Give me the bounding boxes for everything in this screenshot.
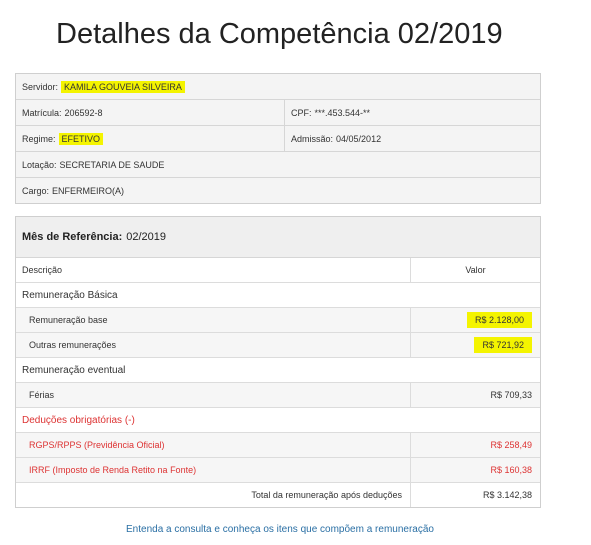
- table-row: [16, 458, 540, 483]
- section-row-eventual: [16, 358, 540, 383]
- matricula-value: 206592-8: [64, 107, 103, 118]
- irrf-label: IRRF (Imposto de Renda Retito na Fonte): [16, 458, 411, 482]
- cargo-label: Cargo:: [22, 185, 50, 196]
- table-row: [16, 383, 540, 408]
- section-row-basica: [16, 283, 540, 308]
- ferias-label: Férias: [16, 383, 411, 407]
- section-remuneracao-basica: Remuneração Básica: [22, 289, 118, 301]
- lotacao-value: SECRETARIA DE SAUDE: [59, 159, 165, 170]
- section-remuneracao-eventual: Remuneração eventual: [22, 364, 126, 376]
- regime-value: EFETIVO: [59, 133, 104, 145]
- table-row: [16, 433, 540, 458]
- remuneracao-base-value: R$ 2.128,00: [467, 312, 532, 328]
- column-header-descricao: Descrição: [16, 258, 411, 282]
- servidor-info-panel: [15, 73, 541, 204]
- cargo-row: [16, 178, 540, 203]
- servidor-value: KAMILA GOUVEIA SILVEIRA: [61, 81, 185, 93]
- outras-remuneracoes-label: Outras remunerações: [16, 333, 411, 357]
- ferias-value: R$ 709,33: [490, 390, 532, 400]
- entenda-consulta-link[interactable]: Entenda a consulta e conheça os itens que compõem a remuneração: [126, 524, 434, 535]
- table-header-row: [16, 258, 540, 283]
- remuneracao-detail-panel: [15, 216, 541, 508]
- mes-referencia-value: 02/2019: [126, 231, 167, 243]
- mes-referencia-label: Mês de Referência:: [22, 231, 123, 243]
- remuneracao-base-label: Remuneração base: [16, 308, 411, 332]
- total-label: Total da remuneração após deduções: [16, 483, 411, 507]
- section-row-deducoes: [16, 408, 540, 433]
- regime-admissao-row: [16, 126, 540, 152]
- admissao-label: Admissão:: [291, 133, 334, 144]
- column-header-valor: Valor: [465, 265, 486, 275]
- matricula-label: Matrícula:: [22, 107, 62, 118]
- matricula-cpf-row: [16, 100, 540, 126]
- table-row: [16, 308, 540, 333]
- total-row: [16, 483, 540, 507]
- regime-label: Regime:: [22, 133, 56, 144]
- servidor-label: Servidor:: [22, 81, 59, 92]
- lotacao-label: Lotação:: [22, 159, 57, 170]
- rgps-rpps-label: RGPS/RPPS (Previdência Oficial): [16, 433, 411, 457]
- mes-referencia-header: [16, 217, 540, 258]
- page-title: Detalhes da Competência 02/2019: [56, 18, 503, 50]
- cargo-value: ENFERMEIRO(A): [52, 185, 125, 196]
- outras-remuneracoes-value: R$ 721,92: [474, 337, 532, 353]
- servidor-row: [16, 74, 540, 100]
- lotacao-row: [16, 152, 540, 178]
- cpf-value: ***.453.544-**: [314, 107, 371, 118]
- rgps-rpps-value: R$ 258,49: [490, 440, 532, 450]
- irrf-value: R$ 160,38: [490, 465, 532, 475]
- table-row: [16, 333, 540, 358]
- admissao-value: 04/05/2012: [336, 133, 382, 144]
- section-deducoes-obrigatorias: Deduções obrigatórias (-): [22, 414, 135, 426]
- total-value: R$ 3.142,38: [482, 490, 532, 500]
- cpf-label: CPF:: [291, 107, 312, 118]
